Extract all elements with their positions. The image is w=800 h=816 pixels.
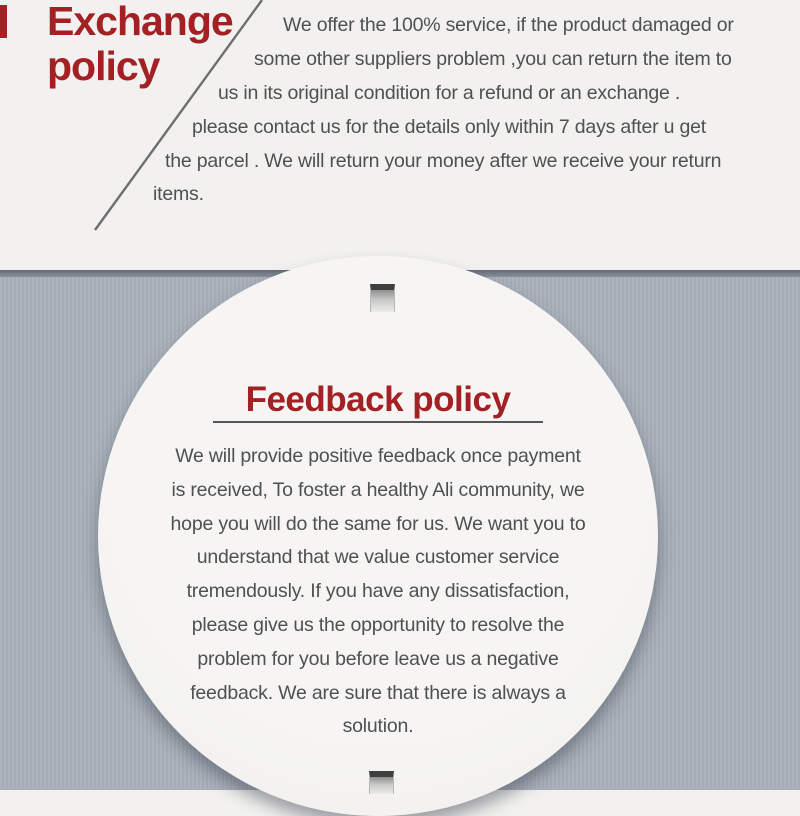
exchange-policy-section [0,0,800,270]
policy-text-line: solution. [342,715,414,738]
policy-text-line: problem for you before leave us a negative [197,647,559,670]
exchange-policy-title-line2: policy [47,43,160,89]
feedback-policy-text [98,440,658,744]
exchange-policy-title-line1: Exchange [47,0,233,44]
policy-text-line: please contact us for the details only within 7 days after u get [192,116,707,138]
policy-text-line: is received, To foster a healthy Ali community, we [171,478,585,501]
policy-text-line: hope you will do the same for us. We want you to [170,512,586,535]
policy-text-line: understand that we value customer service [196,546,560,569]
punch-hole-bottom [369,771,394,794]
policy-text-line: the parcel . We will return your money after we receive your return [165,150,722,172]
policy-text-line: please give us the opportunity to resolve the [191,613,565,636]
policy-text-line: some other suppliers problem ,you can return the item to [254,48,732,70]
policy-text-line: We will provide positive feedback once payment [175,445,581,467]
title-underline [213,421,543,423]
feedback-card-circle [98,256,658,816]
punch-hole-top [370,284,395,312]
policy-text-line: us in its original condition for a refund or an exchange . [218,82,681,104]
feedback-policy-title: Feedback policy [245,380,511,419]
policy-text-line: feedback. We are sure that there is always a [190,681,566,704]
policy-text-line: items. [153,183,204,205]
policy-text-line: tremendously. If you have any dissatisfaction, [186,580,570,603]
policy-text-line: We offer the 100% service, if the product damaged or [283,14,734,36]
